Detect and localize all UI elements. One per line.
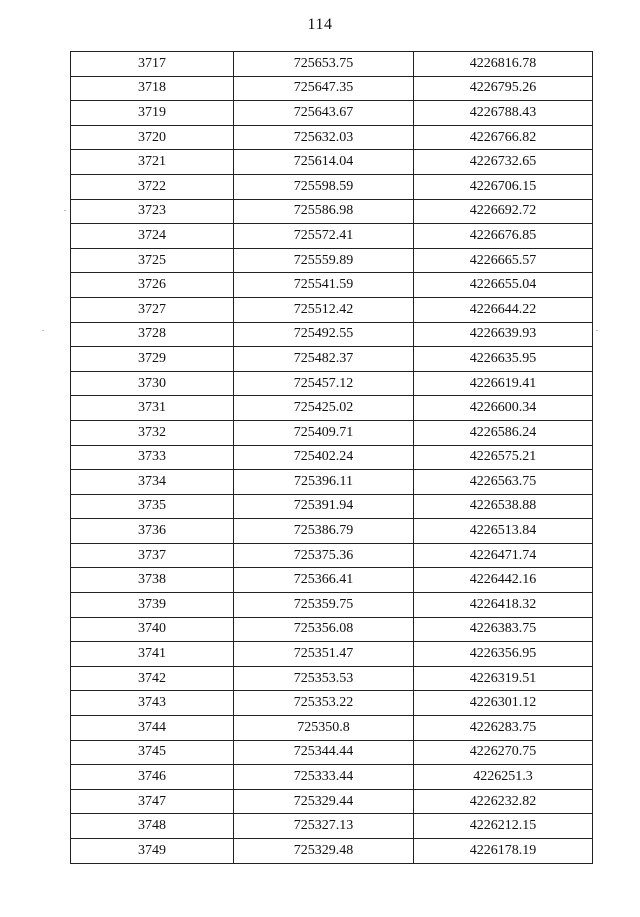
point-number-cell: 3733 (71, 445, 234, 470)
table-row (71, 52, 593, 77)
x-coordinate-cell: 725559.89 (234, 248, 414, 273)
x-coordinate-cell: 725351.47 (234, 642, 414, 667)
y-coordinate-cell: 4226319.51 (414, 666, 593, 691)
point-number-cell: 3744 (71, 716, 234, 741)
point-number-cell: 3740 (71, 617, 234, 642)
table-row (71, 593, 593, 618)
y-coordinate-cell: 4226283.75 (414, 716, 593, 741)
point-number-cell: 3730 (71, 371, 234, 396)
point-number-cell: 3728 (71, 322, 234, 347)
x-coordinate-cell: 725353.22 (234, 691, 414, 716)
point-number-cell: 3736 (71, 519, 234, 544)
x-coordinate-cell: 725572.41 (234, 224, 414, 249)
point-number-cell: 3720 (71, 125, 234, 150)
point-number-cell: 3727 (71, 297, 234, 322)
table-row (71, 765, 593, 790)
point-number-cell: 3725 (71, 248, 234, 273)
x-coordinate-cell: 725482.37 (234, 347, 414, 372)
point-number-cell: 3731 (71, 396, 234, 421)
y-coordinate-cell: 4226513.84 (414, 519, 593, 544)
point-number-cell: 3722 (71, 174, 234, 199)
table-row (71, 347, 593, 372)
x-coordinate-cell: 725632.03 (234, 125, 414, 150)
table-row (71, 297, 593, 322)
y-coordinate-cell: 4226270.75 (414, 740, 593, 765)
y-coordinate-cell: 4226418.32 (414, 593, 593, 618)
y-coordinate-cell: 4226471.74 (414, 543, 593, 568)
table-row (71, 174, 593, 199)
table-row (71, 445, 593, 470)
y-coordinate-cell: 4226788.43 (414, 101, 593, 126)
x-coordinate-cell: 725391.94 (234, 494, 414, 519)
table-row (71, 666, 593, 691)
table-row (71, 420, 593, 445)
table-row (71, 568, 593, 593)
table-row (71, 617, 593, 642)
table-row (71, 396, 593, 421)
point-number-cell: 3739 (71, 593, 234, 618)
y-coordinate-cell: 4226706.15 (414, 174, 593, 199)
point-number-cell: 3724 (71, 224, 234, 249)
x-coordinate-cell: 725457.12 (234, 371, 414, 396)
y-coordinate-cell: 4226665.57 (414, 248, 593, 273)
table-row (71, 199, 593, 224)
x-coordinate-cell: 725647.35 (234, 76, 414, 101)
point-number-cell: 3741 (71, 642, 234, 667)
y-coordinate-cell: 4226356.95 (414, 642, 593, 667)
table-row (71, 543, 593, 568)
x-coordinate-cell: 725344.44 (234, 740, 414, 765)
table-row (71, 101, 593, 126)
x-coordinate-cell: 725327.13 (234, 814, 414, 839)
x-coordinate-cell: 725653.75 (234, 52, 414, 77)
table-row (71, 76, 593, 101)
y-coordinate-cell: 4226639.93 (414, 322, 593, 347)
x-coordinate-cell: 725386.79 (234, 519, 414, 544)
point-number-cell: 3746 (71, 765, 234, 790)
x-coordinate-cell: 725375.36 (234, 543, 414, 568)
coordinate-table (70, 51, 593, 864)
table-row (71, 470, 593, 495)
point-number-cell: 3734 (71, 470, 234, 495)
y-coordinate-cell: 4226178.19 (414, 839, 593, 864)
table-row (71, 150, 593, 175)
table-row (71, 322, 593, 347)
y-coordinate-cell: 4226692.72 (414, 199, 593, 224)
y-coordinate-cell: 4226635.95 (414, 347, 593, 372)
x-coordinate-cell: 725614.04 (234, 150, 414, 175)
y-coordinate-cell: 4226301.12 (414, 691, 593, 716)
x-coordinate-cell: 725425.02 (234, 396, 414, 421)
y-coordinate-cell: 4226538.88 (414, 494, 593, 519)
x-coordinate-cell: 725333.44 (234, 765, 414, 790)
table-row (71, 691, 593, 716)
x-coordinate-cell: 725353.53 (234, 666, 414, 691)
point-number-cell: 3723 (71, 199, 234, 224)
table-row (71, 248, 593, 273)
point-number-cell: 3749 (71, 839, 234, 864)
point-number-cell: 3748 (71, 814, 234, 839)
x-coordinate-cell: 725396.11 (234, 470, 414, 495)
x-coordinate-cell: 725402.24 (234, 445, 414, 470)
table-row (71, 494, 593, 519)
x-coordinate-cell: 725356.08 (234, 617, 414, 642)
point-number-cell: 3743 (71, 691, 234, 716)
x-coordinate-cell: 725586.98 (234, 199, 414, 224)
y-coordinate-cell: 4226766.82 (414, 125, 593, 150)
y-coordinate-cell: 4226676.85 (414, 224, 593, 249)
point-number-cell: 3745 (71, 740, 234, 765)
table-row (71, 371, 593, 396)
point-number-cell: 3737 (71, 543, 234, 568)
point-number-cell: 3742 (71, 666, 234, 691)
point-number-cell: 3719 (71, 101, 234, 126)
table-row (71, 716, 593, 741)
x-coordinate-cell: 725512.42 (234, 297, 414, 322)
table-row (71, 125, 593, 150)
y-coordinate-cell: 4226732.65 (414, 150, 593, 175)
y-coordinate-cell: 4226575.21 (414, 445, 593, 470)
table-row (71, 789, 593, 814)
y-coordinate-cell: 4226600.34 (414, 396, 593, 421)
point-number-cell: 3718 (71, 76, 234, 101)
table-row (71, 839, 593, 864)
y-coordinate-cell: 4226251.3 (414, 765, 593, 790)
x-coordinate-cell: 725359.75 (234, 593, 414, 618)
x-coordinate-cell: 725329.48 (234, 839, 414, 864)
table-row (71, 814, 593, 839)
scan-speck (64, 210, 66, 211)
y-coordinate-cell: 4226212.15 (414, 814, 593, 839)
y-coordinate-cell: 4226383.75 (414, 617, 593, 642)
table-body (71, 52, 593, 864)
point-number-cell: 3732 (71, 420, 234, 445)
y-coordinate-cell: 4226644.22 (414, 297, 593, 322)
x-coordinate-cell: 725409.71 (234, 420, 414, 445)
y-coordinate-cell: 4226232.82 (414, 789, 593, 814)
y-coordinate-cell: 4226586.24 (414, 420, 593, 445)
y-coordinate-cell: 4226795.26 (414, 76, 593, 101)
scan-speck (42, 330, 44, 331)
table-row (71, 273, 593, 298)
point-number-cell: 3717 (71, 52, 234, 77)
y-coordinate-cell: 4226619.41 (414, 371, 593, 396)
x-coordinate-cell: 725541.59 (234, 273, 414, 298)
point-number-cell: 3729 (71, 347, 234, 372)
point-number-cell: 3721 (71, 150, 234, 175)
table-row (71, 519, 593, 544)
x-coordinate-cell: 725350.8 (234, 716, 414, 741)
x-coordinate-cell: 725329.44 (234, 789, 414, 814)
x-coordinate-cell: 725598.59 (234, 174, 414, 199)
y-coordinate-cell: 4226563.75 (414, 470, 593, 495)
table-row (71, 224, 593, 249)
table-row (71, 642, 593, 667)
page-number: 114 (307, 16, 333, 33)
y-coordinate-cell: 4226442.16 (414, 568, 593, 593)
x-coordinate-cell: 725643.67 (234, 101, 414, 126)
y-coordinate-cell: 4226655.04 (414, 273, 593, 298)
point-number-cell: 3738 (71, 568, 234, 593)
point-number-cell: 3735 (71, 494, 234, 519)
y-coordinate-cell: 4226816.78 (414, 52, 593, 77)
x-coordinate-cell: 725366.41 (234, 568, 414, 593)
x-coordinate-cell: 725492.55 (234, 322, 414, 347)
table-row (71, 740, 593, 765)
point-number-cell: 3726 (71, 273, 234, 298)
point-number-cell: 3747 (71, 789, 234, 814)
scan-speck (596, 330, 598, 331)
